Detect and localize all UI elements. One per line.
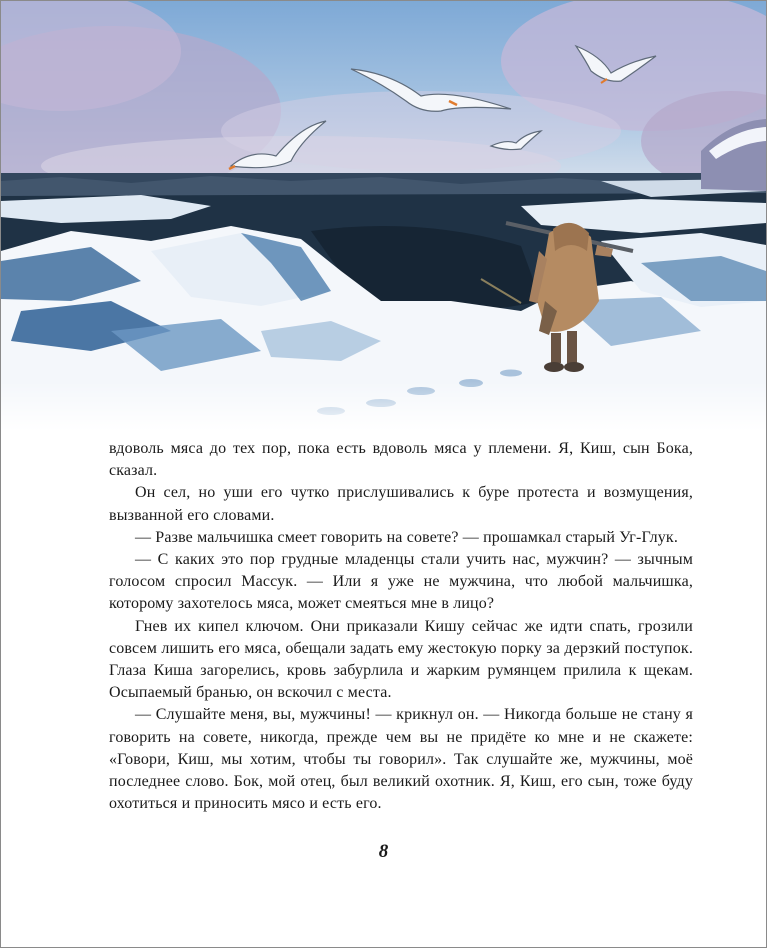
paragraph-4: — С каких это пор грудные младенцы стали учить нас, мужчин? — зычным голосом спросил Массук. — Или я уже не мужчина, что любой мальчишка, которому захотелось мяса, может смеяться мне в лицо?	[109, 551, 693, 613]
story-text	[109, 438, 693, 815]
paragraph-2: Он сел, но уши его чутко прислушивались к буре протеста и возмущения, вызванной его словами.	[109, 484, 693, 524]
paragraph-5: Гнев их кипел ключом. Они приказали Кишу сейчас же идти спать, грозили совсем лишить его мяса, обещали задать ему жестокую порку за дерзкий поступок. Глаза Киша загорелись, кровь забурлила и жарким румянцем прилила к щекам. Осыпаемый бранью, он вскочил с места.	[109, 617, 693, 702]
page-number: 8	[378, 841, 389, 862]
paragraph-3: — Разве мальчишка смеет говорить на совете? — прошамкал старый Уг-Глук.	[135, 528, 679, 546]
arctic-illustration	[1, 1, 766, 431]
paragraph-1: вдоволь мяса до тех пор, пока есть вдоволь мяса у племени. Я, Киш, сын Бока, сказал.	[109, 440, 693, 480]
paragraph-6: — Слушайте меня, вы, мужчины! — крикнул он. — Никогда больше не стану я говорить на совете, никогда, прежде чем вы не придёте ко мне и не скажете: «Говори, Киш, мы хотим, чтобы ты говорил». Так слушайте же, мужчины, моё последнее слово. Бок, мой отец, был великий охотник. Я, Киш, его сын, тоже буду охотиться и приносить мясо и есть его.	[109, 706, 693, 813]
